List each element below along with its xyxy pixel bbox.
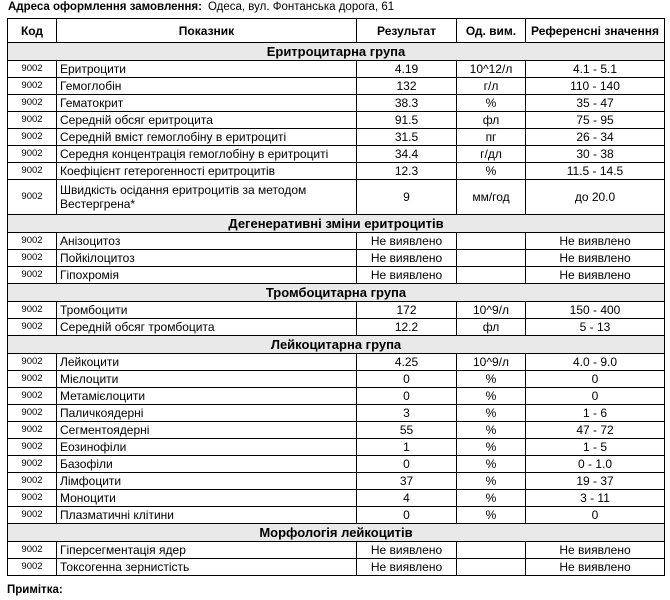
test-reference: Не виявлено: [526, 559, 665, 576]
test-name: Плазматичні клітини: [57, 507, 357, 524]
test-reference: 75 - 95: [526, 112, 665, 129]
test-unit: %: [457, 439, 526, 456]
test-code: 9002: [8, 354, 57, 371]
test-code: 9002: [8, 319, 57, 336]
test-code: 9002: [8, 559, 57, 576]
test-unit: %: [457, 456, 526, 473]
test-name: Метамієлоцити: [57, 388, 357, 405]
test-name: Сегментоядерні: [57, 422, 357, 439]
test-result: 12.2: [357, 319, 457, 336]
section-header: [8, 43, 665, 61]
test-name: Тромбоцити: [57, 302, 357, 319]
test-unit: г/л: [457, 78, 526, 95]
test-result: 132: [357, 78, 457, 95]
header-code: Код: [8, 19, 57, 43]
test-code: 9002: [8, 542, 57, 559]
test-reference: 19 - 37: [526, 473, 665, 490]
test-name: Анізоцитоз: [57, 233, 357, 250]
test-reference: 110 - 140: [526, 78, 665, 95]
table-row: [8, 439, 665, 456]
test-code: 9002: [8, 405, 57, 422]
test-unit: [457, 233, 526, 250]
table-row: [8, 456, 665, 473]
test-unit: %: [457, 422, 526, 439]
test-code: 9002: [8, 490, 57, 507]
test-reference: 5 - 13: [526, 319, 665, 336]
test-code: 9002: [8, 250, 57, 267]
test-result: 31.5: [357, 129, 457, 146]
test-reference: 30 - 38: [526, 146, 665, 163]
test-unit: 10^12/л: [457, 61, 526, 78]
table-row: [8, 507, 665, 524]
test-unit: %: [457, 95, 526, 112]
test-result: 4.19: [357, 61, 457, 78]
table-row: [8, 422, 665, 439]
table-row: [8, 250, 665, 267]
test-unit: %: [457, 507, 526, 524]
test-reference: 4.1 - 5.1: [526, 61, 665, 78]
table-row: [8, 61, 665, 78]
header-unit: Од. вим.: [457, 19, 526, 43]
test-code: 9002: [8, 112, 57, 129]
section-title: Тромбоцитарна група: [8, 284, 665, 302]
table-row: [8, 354, 665, 371]
test-unit: 10^9/л: [457, 302, 526, 319]
test-reference: 0 - 1.0: [526, 456, 665, 473]
table-row: [8, 267, 665, 284]
order-address: [8, 0, 394, 15]
test-reference: 0: [526, 371, 665, 388]
table-row: [8, 371, 665, 388]
test-unit: [457, 267, 526, 284]
order-address-value: Одеса, вул. Фонтанська дорога, 61: [207, 1, 395, 13]
test-unit: фл: [457, 319, 526, 336]
test-unit: 10^9/л: [457, 354, 526, 371]
test-reference: Не виявлено: [526, 250, 665, 267]
header-result: Результат: [357, 19, 457, 43]
test-result: 55: [357, 422, 457, 439]
test-code: 9002: [8, 163, 57, 180]
test-result: 0: [357, 456, 457, 473]
test-name: Гіпохромія: [57, 267, 357, 284]
section-title: Морфологія лейкоцитів: [8, 524, 665, 542]
header-name: Показник: [57, 19, 357, 43]
test-name: Базофіли: [57, 456, 357, 473]
test-code: 9002: [8, 439, 57, 456]
test-reference: 0: [526, 388, 665, 405]
table-row: [8, 388, 665, 405]
results-table: [7, 18, 665, 576]
test-unit: г/дл: [457, 146, 526, 163]
table-row: [8, 302, 665, 319]
test-code: 9002: [8, 146, 57, 163]
table-row: [8, 163, 665, 180]
test-code: 9002: [8, 456, 57, 473]
test-name: Швидкість осідання еритроцитів за методом Вестергрена*: [57, 180, 357, 215]
test-reference: Не виявлено: [526, 542, 665, 559]
test-code: 9002: [8, 129, 57, 146]
test-reference: до 20.0: [526, 180, 665, 215]
test-code: 9002: [8, 371, 57, 388]
table-row: [8, 473, 665, 490]
test-name: Моноцити: [57, 490, 357, 507]
test-result: Не виявлено: [357, 250, 457, 267]
test-result: 0: [357, 507, 457, 524]
test-reference: Не виявлено: [526, 233, 665, 250]
table-row: [8, 112, 665, 129]
test-reference: 26 - 34: [526, 129, 665, 146]
test-result: Не виявлено: [357, 542, 457, 559]
test-code: 9002: [8, 233, 57, 250]
section-title: Еритроцитарна група: [8, 43, 665, 61]
test-name: Мієлоцити: [57, 371, 357, 388]
test-name: Гемоглобін: [57, 78, 357, 95]
test-unit: %: [457, 163, 526, 180]
test-code: 9002: [8, 267, 57, 284]
test-name: Середній обсяг тромбоцита: [57, 319, 357, 336]
test-result: 12.3: [357, 163, 457, 180]
test-code: 9002: [8, 180, 57, 215]
order-address-label: Адреса оформлення замовлення:: [8, 1, 202, 13]
test-unit: [457, 559, 526, 576]
table-row: [8, 319, 665, 336]
table-header-row: [8, 19, 665, 43]
test-result: 37: [357, 473, 457, 490]
test-result: 4: [357, 490, 457, 507]
test-reference: 3 - 11: [526, 490, 665, 507]
test-name: Гіперсегментація ядер: [57, 542, 357, 559]
test-code: 9002: [8, 61, 57, 78]
test-name: Пойкілоцитоз: [57, 250, 357, 267]
test-unit: %: [457, 371, 526, 388]
note-label: Примітка:: [7, 584, 63, 596]
test-reference: 150 - 400: [526, 302, 665, 319]
test-result: 91.5: [357, 112, 457, 129]
test-result: 34.4: [357, 146, 457, 163]
test-result: 0: [357, 388, 457, 405]
test-code: 9002: [8, 422, 57, 439]
test-result: Не виявлено: [357, 267, 457, 284]
test-result: 172: [357, 302, 457, 319]
test-code: 9002: [8, 78, 57, 95]
test-unit: %: [457, 388, 526, 405]
table-row: [8, 129, 665, 146]
results-body: [8, 43, 665, 576]
test-reference: 47 - 72: [526, 422, 665, 439]
test-unit: %: [457, 405, 526, 422]
table-row: [8, 95, 665, 112]
test-unit: [457, 542, 526, 559]
test-name: Середній обсяг еритроцита: [57, 112, 357, 129]
test-name: Еритроцити: [57, 61, 357, 78]
table-row: [8, 180, 665, 215]
test-name: Лімфоцити: [57, 473, 357, 490]
test-result: 38.3: [357, 95, 457, 112]
test-reference: Не виявлено: [526, 267, 665, 284]
table-row: [8, 542, 665, 559]
test-code: 9002: [8, 473, 57, 490]
test-name: Середня концентрація гемоглобіну в еритроциті: [57, 146, 357, 163]
test-result: Не виявлено: [357, 233, 457, 250]
section-header: [8, 336, 665, 354]
test-result: 3: [357, 405, 457, 422]
test-unit: мм/год: [457, 180, 526, 215]
test-name: Лейкоцити: [57, 354, 357, 371]
test-unit: пг: [457, 129, 526, 146]
test-name: Токсогенна зернистість: [57, 559, 357, 576]
test-reference: 11.5 - 14.5: [526, 163, 665, 180]
test-name: Середній вміст гемоглобіну в еритроциті: [57, 129, 357, 146]
table-row: [8, 233, 665, 250]
test-unit: %: [457, 490, 526, 507]
test-reference: 35 - 47: [526, 95, 665, 112]
header-ref: Референсні значення: [526, 19, 665, 43]
section-header: [8, 284, 665, 302]
table-row: [8, 78, 665, 95]
test-unit: %: [457, 473, 526, 490]
test-reference: 1 - 6: [526, 405, 665, 422]
test-unit: [457, 250, 526, 267]
section-title: Дегенеративні зміни еритроцитів: [8, 215, 665, 233]
table-row: [8, 146, 665, 163]
test-name: Коефіцієнт гетерогенності еритроцитів: [57, 163, 357, 180]
test-code: 9002: [8, 388, 57, 405]
test-result: Не виявлено: [357, 559, 457, 576]
test-reference: 4.0 - 9.0: [526, 354, 665, 371]
test-reference: 1 - 5: [526, 439, 665, 456]
test-code: 9002: [8, 95, 57, 112]
section-title: Лейкоцитарна група: [8, 336, 665, 354]
section-header: [8, 524, 665, 542]
test-name: Еозинофіли: [57, 439, 357, 456]
test-result: 4.25: [357, 354, 457, 371]
table-row: [8, 405, 665, 422]
test-result: 9: [357, 180, 457, 215]
test-name: Гематокрит: [57, 95, 357, 112]
test-code: 9002: [8, 302, 57, 319]
table-row: [8, 559, 665, 576]
test-result: 1: [357, 439, 457, 456]
table-row: [8, 490, 665, 507]
section-header: [8, 215, 665, 233]
test-name: Паличкоядерні: [57, 405, 357, 422]
test-result: 0: [357, 371, 457, 388]
test-reference: 0: [526, 507, 665, 524]
test-unit: фл: [457, 112, 526, 129]
test-code: 9002: [8, 507, 57, 524]
